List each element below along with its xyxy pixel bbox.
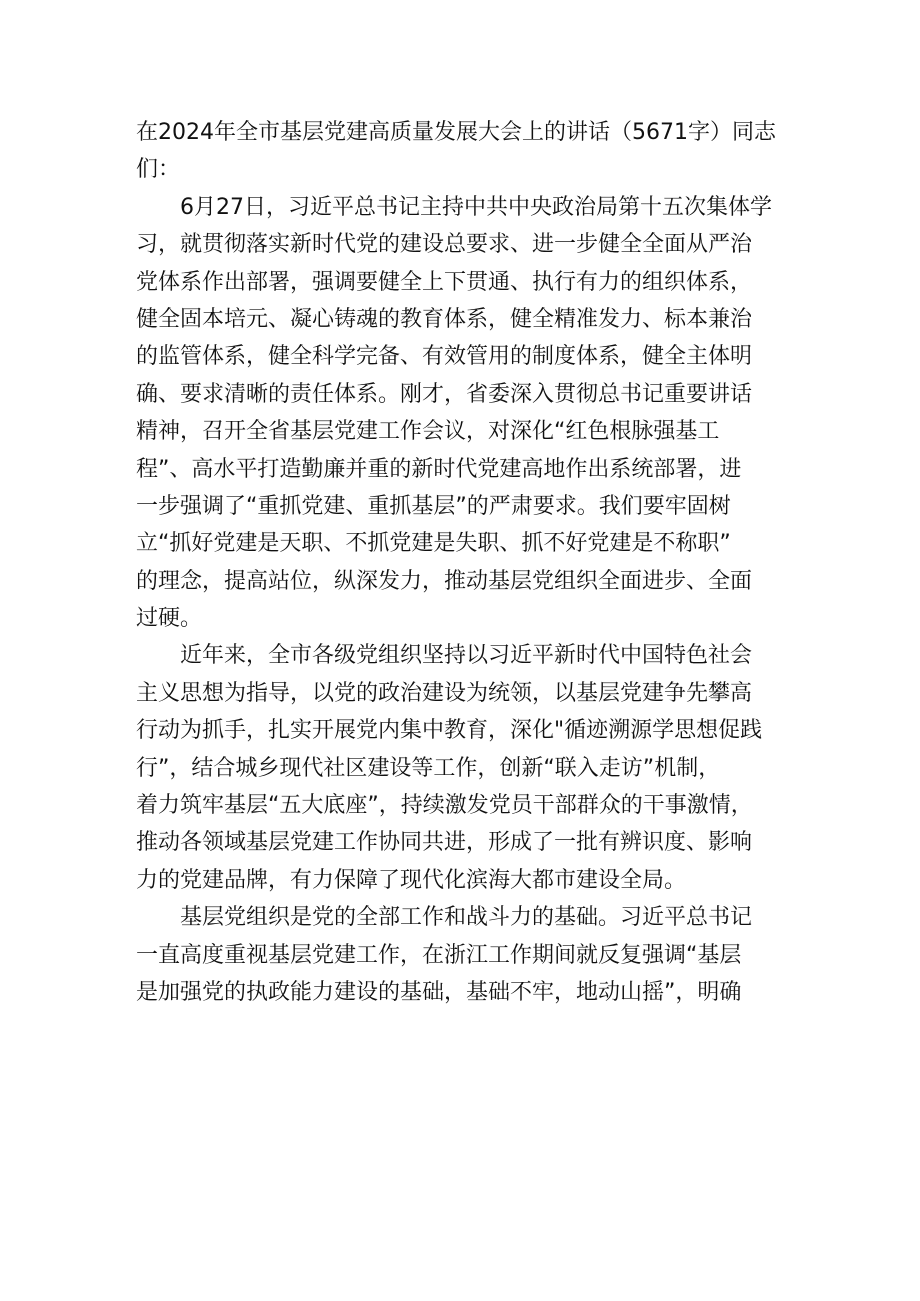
text-line: 程”、高水平打造勤廉并重的新时代党建高地作出系统部署，进 — [136, 456, 742, 482]
text-line: 党体系作出部署，强调要健全上下贯通、执行有力的组织体系， — [136, 269, 753, 295]
text-line: 的理念，提高站位，纵深发力，推动基层党组织全面进步、全面 — [136, 568, 753, 594]
text-line: 行”，结合城乡现代社区建设等工作，创新“联入走访”机制， — [136, 755, 721, 781]
text-line: 一直高度重视基层党建工作，在浙江工作期间就反复强调“基层 — [136, 942, 742, 968]
text-line: 近年来，全市各级党组织坚持以习近平新时代中国特色社会 — [136, 643, 753, 669]
text-line: 们： — [136, 157, 181, 183]
text-line: 行动为抓手，扎实开展党内集中教育，深化"循迹溯源学思想促践 — [136, 718, 763, 744]
text-line: 着力筑牢基层“五大底座”，持续激发党员干部群众的干事激情， — [136, 793, 753, 819]
text-line: 主义思想为指导，以党的政治建设为统领，以基层党建争先攀高 — [136, 680, 753, 706]
text-line: 在2024年全市基层党建高质量发展大会上的讲话（5671字）同志 — [136, 120, 776, 145]
text-line: 6月27日，习近平总书记主持中共中央政治局第十五次集体学 — [136, 194, 772, 220]
text-line: 推动各领域基层党建工作协同共进，形成了一批有辨识度、影响 — [136, 830, 753, 856]
text-line: 精神，召开全省基层党建工作会议，对深化“红色根脉强基工 — [136, 419, 720, 445]
text-line: 是加强党的执政能力建设的基础，基础不牢，地动山摇”，明确 — [136, 979, 742, 1005]
text-line: 基层党组织是党的全部工作和战斗力的基础。习近平总书记 — [136, 905, 753, 931]
text-line: 过硬。 — [136, 606, 203, 632]
text-line: 立“抓好党建是天职、不抓党建是失职、抓不好党建是不称职” — [136, 531, 731, 557]
text-line: 一步强调了“重抓党建、重抓基层”的严肃要求。我们要牢固树 — [136, 493, 731, 519]
document-body — [136, 114, 788, 1011]
text-line: 习，就贯彻落实新时代党的建设总要求、进一步健全全面从严治 — [136, 232, 753, 258]
text-line: 的监管体系，健全科学完备、有效管用的制度体系，健全主体明 — [136, 344, 753, 370]
text-line: 确、要求清晰的责任体系。刚才，省委深入贯彻总书记重要讲话 — [136, 381, 753, 407]
text-line: 健全固本培元、凝心铸魂的教育体系，健全精准发力、标本兼治 — [136, 306, 753, 332]
text-line: 力的党建品牌，有力保障了现代化滨海大都市建设全局。 — [136, 867, 687, 893]
